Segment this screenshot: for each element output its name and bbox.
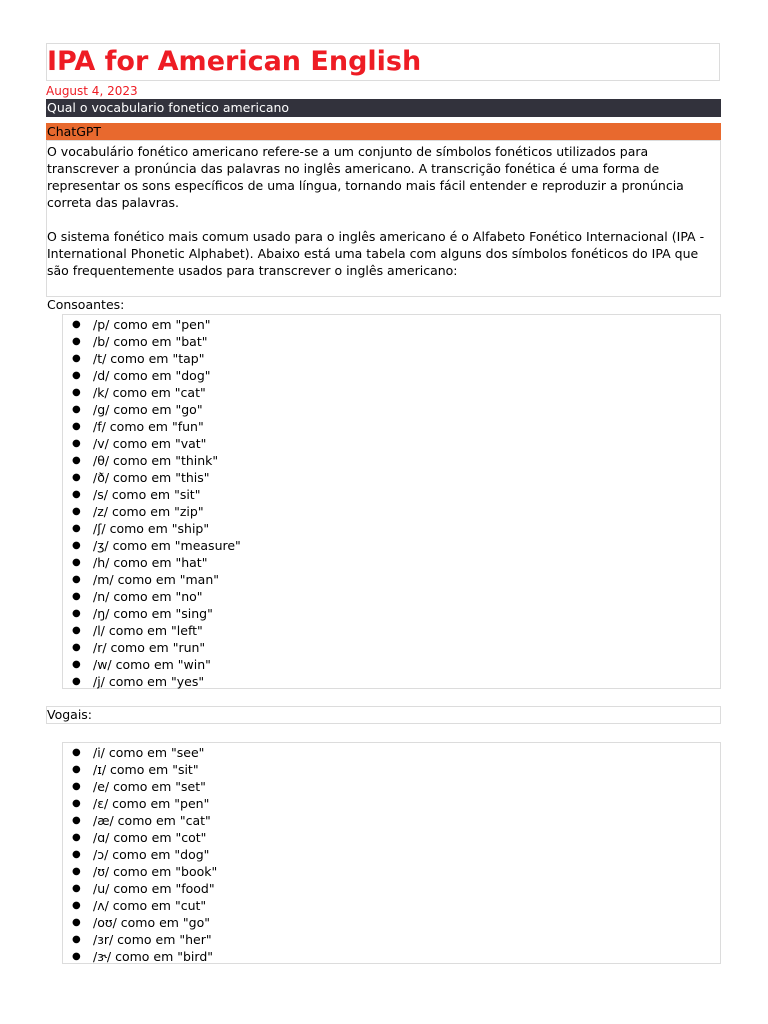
bullet-icon: ● <box>72 917 81 928</box>
list-item-text: /ɔ/ como em "dog" <box>93 847 210 862</box>
bullet-icon: ● <box>72 421 81 432</box>
list-item-text: /z/ como em "zip" <box>93 504 204 519</box>
list-item-text: /r/ como em "run" <box>93 640 206 655</box>
list-item <box>63 537 720 554</box>
list-item <box>63 639 720 656</box>
list-item <box>63 588 720 605</box>
list-item <box>63 316 720 333</box>
list-item <box>63 829 720 846</box>
list-item <box>63 350 720 367</box>
list-item-text: /n/ como em "no" <box>93 589 203 604</box>
bullet-icon: ● <box>72 866 81 877</box>
bullet-icon: ● <box>72 764 81 775</box>
bullet-icon: ● <box>72 387 81 398</box>
list-item-text: /t/ como em "tap" <box>93 351 205 366</box>
list-item-text: /ɛ/ como em "pen" <box>93 796 210 811</box>
consonants-heading: Consoantes: <box>47 297 125 312</box>
list-item-text: /m/ como em "man" <box>93 572 219 587</box>
list-item <box>63 778 720 795</box>
list-item-text: /ʌ/ como em "cut" <box>93 898 207 913</box>
list-item <box>63 571 720 588</box>
list-item <box>63 673 720 690</box>
bullet-icon: ● <box>72 455 81 466</box>
bullet-icon: ● <box>72 370 81 381</box>
list-item-text: /θ/ como em "think" <box>93 453 219 468</box>
bullet-icon: ● <box>72 591 81 602</box>
bullet-icon: ● <box>72 951 81 962</box>
list-item <box>63 554 720 571</box>
consonants-list-box <box>62 314 721 689</box>
list-item <box>63 863 720 880</box>
bullet-icon: ● <box>72 781 81 792</box>
list-item-text: /v/ como em "vat" <box>93 436 207 451</box>
post-date: August 4, 2023 <box>46 84 138 98</box>
question-bar: Qual o vocabulario fonetico americano <box>46 99 721 117</box>
list-item <box>63 435 720 452</box>
vowels-list <box>63 744 720 965</box>
list-item-text: /ʊ/ como em "book" <box>93 864 218 879</box>
paragraph-intro: O vocabulário fonético americano refere-se a um conjunto de símbolos fonéticos utilizados para transcrever a pronúncia das palavras no inglês americano. A transcrição fonética é uma forma de representar os sons específicos de uma língua, tornando mais fácil entender e reproduzir a pronúncia correta das palavras. <box>47 144 684 210</box>
list-item-text: /s/ como em "sit" <box>93 487 201 502</box>
list-item-text: /ʃ/ como em "ship" <box>93 521 210 536</box>
list-item <box>63 384 720 401</box>
bullet-icon: ● <box>72 815 81 826</box>
answer-text <box>47 143 715 313</box>
list-item-text: /g/ como em "go" <box>93 402 203 417</box>
list-item <box>63 452 720 469</box>
list-item <box>63 897 720 914</box>
list-item <box>63 812 720 829</box>
bullet-icon: ● <box>72 608 81 619</box>
list-item-text: /ð/ como em "this" <box>93 470 210 485</box>
list-item <box>63 914 720 931</box>
bullet-icon: ● <box>72 353 81 364</box>
list-item <box>63 503 720 520</box>
list-item-text: /i/ como em "see" <box>93 745 205 760</box>
consonants-list <box>63 316 720 690</box>
list-item <box>63 605 720 622</box>
list-item <box>63 931 720 948</box>
list-item-text: /e/ como em "set" <box>93 779 206 794</box>
bullet-icon: ● <box>72 404 81 415</box>
bullet-icon: ● <box>72 934 81 945</box>
bullet-icon: ● <box>72 557 81 568</box>
vowels-heading: Vogais: <box>46 706 721 724</box>
list-item-text: /w/ como em "win" <box>93 657 211 672</box>
bullet-icon: ● <box>72 489 81 500</box>
bullet-icon: ● <box>72 625 81 636</box>
list-item <box>63 846 720 863</box>
list-item <box>63 880 720 897</box>
bullet-icon: ● <box>72 676 81 687</box>
list-item-text: /j/ como em "yes" <box>93 674 205 689</box>
list-item-text: /ɑ/ como em "cot" <box>93 830 207 845</box>
bullet-icon: ● <box>72 798 81 809</box>
list-item <box>63 333 720 350</box>
list-item-text: /ʒ/ como em "measure" <box>93 538 241 553</box>
list-item-text: /ɪ/ como em "sit" <box>93 762 199 777</box>
answer-box <box>46 140 721 312</box>
list-item <box>63 520 720 537</box>
bullet-icon: ● <box>72 506 81 517</box>
list-item <box>63 486 720 503</box>
list-item <box>63 367 720 384</box>
list-item <box>63 622 720 639</box>
title-box <box>46 43 720 81</box>
bullet-icon: ● <box>72 747 81 758</box>
list-item <box>63 761 720 778</box>
bullet-icon: ● <box>72 642 81 653</box>
list-item-text: /ŋ/ como em "sing" <box>93 606 213 621</box>
list-item <box>63 401 720 418</box>
paragraph-ipa: O sistema fonético mais comum usado para o inglês americano é o Alfabeto Fonético Internacional (IPA - International Phonetic Alphabet). Abaixo está uma tabela com alguns dos símbolos fonéticos do IPA que são frequentemente usados para transcrever o inglês americano: <box>47 229 705 278</box>
bullet-icon: ● <box>72 438 81 449</box>
bullet-icon: ● <box>72 832 81 843</box>
bullet-icon: ● <box>72 472 81 483</box>
list-item <box>63 469 720 486</box>
list-item-text: /p/ como em "pen" <box>93 317 211 332</box>
bullet-icon: ● <box>72 849 81 860</box>
list-item-text: /æ/ como em "cat" <box>93 813 211 828</box>
page-title: IPA for American English <box>47 46 422 77</box>
bullet-icon: ● <box>72 659 81 670</box>
list-item <box>63 418 720 435</box>
bullet-icon: ● <box>72 574 81 585</box>
vowels-list-box <box>62 742 721 964</box>
list-item-text: /oʊ/ como em "go" <box>93 915 211 930</box>
bullet-icon: ● <box>72 540 81 551</box>
list-item-text: /h/ como em "hat" <box>93 555 208 570</box>
bullet-icon: ● <box>72 336 81 347</box>
bullet-icon: ● <box>72 900 81 911</box>
list-item-text: /u/ como em "food" <box>93 881 215 896</box>
list-item <box>63 795 720 812</box>
bullet-icon: ● <box>72 523 81 534</box>
bullet-icon: ● <box>72 319 81 330</box>
author-bar: ChatGPT <box>46 123 721 140</box>
list-item-text: /k/ como em "cat" <box>93 385 206 400</box>
list-item-text: /l/ como em "left" <box>93 623 203 638</box>
list-item-text: /ɝ/ como em "bird" <box>93 949 214 964</box>
bullet-icon: ● <box>72 883 81 894</box>
list-item-text: /ɜr/ como em "her" <box>93 932 212 947</box>
list-item-text: /d/ como em "dog" <box>93 368 211 383</box>
list-item-text: /f/ como em "fun" <box>93 419 204 434</box>
list-item <box>63 948 720 965</box>
list-item <box>63 744 720 761</box>
list-item-text: /b/ como em "bat" <box>93 334 208 349</box>
list-item <box>63 656 720 673</box>
